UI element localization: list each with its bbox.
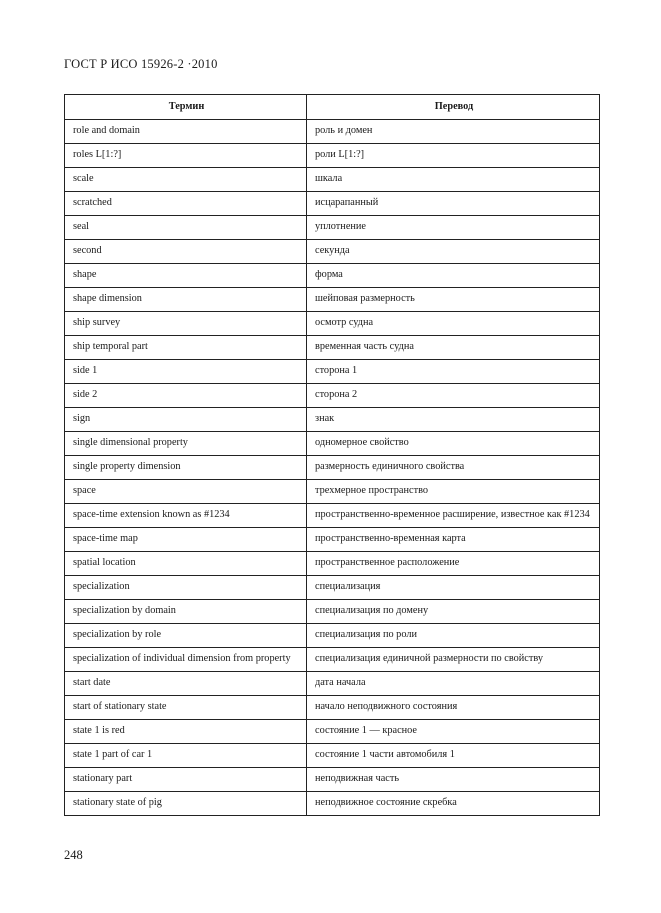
translation-cell: сторона 1 [307, 360, 600, 384]
term-cell: specialization of individual dimension from property [65, 648, 307, 672]
term-cell: start of stationary state [65, 696, 307, 720]
table-row [65, 528, 600, 552]
term-cell: shape dimension [65, 288, 307, 312]
table-row [65, 240, 600, 264]
table-row [65, 360, 600, 384]
term-cell: seal [65, 216, 307, 240]
term-cell: side 2 [65, 384, 307, 408]
table-row [65, 432, 600, 456]
table-row [65, 336, 600, 360]
translation-cell: дата начала [307, 672, 600, 696]
table-row [65, 720, 600, 744]
translation-cell: начало неподвижного состояния [307, 696, 600, 720]
table-row [65, 576, 600, 600]
term-cell: second [65, 240, 307, 264]
term-cell: shape [65, 264, 307, 288]
table-header-row [65, 95, 600, 120]
translation-cell: шейповая размерность [307, 288, 600, 312]
term-cell: specialization [65, 576, 307, 600]
table-row [65, 504, 600, 528]
document-header: ГОСТ Р ИСО 15926-2 ·2010 [64, 57, 218, 71]
table-row [65, 648, 600, 672]
table-row [65, 216, 600, 240]
table-row [65, 168, 600, 192]
term-cell: sign [65, 408, 307, 432]
term-cell: side 1 [65, 360, 307, 384]
term-cell: single property dimension [65, 456, 307, 480]
term-cell: space-time extension known as #1234 [65, 504, 307, 528]
column-header-term: Термин [65, 95, 307, 120]
translation-cell: роль и домен [307, 120, 600, 144]
term-cell: start date [65, 672, 307, 696]
translation-cell: уплотнение [307, 216, 600, 240]
translation-cell: секунда [307, 240, 600, 264]
term-cell: space [65, 480, 307, 504]
term-cell: scale [65, 168, 307, 192]
table-body [65, 120, 600, 816]
translation-cell: одномерное свойство [307, 432, 600, 456]
translation-cell: неподвижное состояние скребка [307, 792, 600, 816]
translation-cell: пространственно-временное расширение, известное как #1234 [307, 504, 600, 528]
table-row [65, 408, 600, 432]
translation-cell: состояние 1 части автомобиля 1 [307, 744, 600, 768]
terms-table [64, 94, 600, 816]
term-cell: state 1 is red [65, 720, 307, 744]
translation-cell: трехмерное пространство [307, 480, 600, 504]
term-cell: specialization by domain [65, 600, 307, 624]
translation-cell: осмотр судна [307, 312, 600, 336]
table-row [65, 552, 600, 576]
term-cell: stationary part [65, 768, 307, 792]
translation-cell: временная часть судна [307, 336, 600, 360]
table-row [65, 264, 600, 288]
table-row [65, 624, 600, 648]
term-cell: ship survey [65, 312, 307, 336]
term-cell: space-time map [65, 528, 307, 552]
translation-cell: форма [307, 264, 600, 288]
translation-cell: специализация по домену [307, 600, 600, 624]
column-header-translation: Перевод [307, 95, 600, 120]
term-cell: single dimensional property [65, 432, 307, 456]
page-number: 248 [64, 848, 83, 862]
translation-cell: специализация единичной размерности по свойству [307, 648, 600, 672]
translation-cell: роли L[1:?] [307, 144, 600, 168]
term-cell: scratched [65, 192, 307, 216]
translation-cell: специализация по роли [307, 624, 600, 648]
table-row [65, 792, 600, 816]
table-row [65, 600, 600, 624]
term-cell: state 1 part of car 1 [65, 744, 307, 768]
translation-cell: исцарапанный [307, 192, 600, 216]
table-row [65, 696, 600, 720]
term-cell: stationary state of pig [65, 792, 307, 816]
translation-cell: неподвижная часть [307, 768, 600, 792]
table-row [65, 744, 600, 768]
table-row [65, 768, 600, 792]
translation-cell: пространственно-временная карта [307, 528, 600, 552]
translation-cell: пространственное расположение [307, 552, 600, 576]
table-row [65, 672, 600, 696]
translation-cell: сторона 2 [307, 384, 600, 408]
table-row [65, 456, 600, 480]
term-cell: specialization by role [65, 624, 307, 648]
translation-cell: размерность единичного свойства [307, 456, 600, 480]
table-row [65, 384, 600, 408]
translation-cell: шкала [307, 168, 600, 192]
translation-cell: специализация [307, 576, 600, 600]
term-cell: spatial location [65, 552, 307, 576]
translation-cell: знак [307, 408, 600, 432]
translation-cell: состояние 1 — красное [307, 720, 600, 744]
table-row [65, 288, 600, 312]
term-cell: ship temporal part [65, 336, 307, 360]
table-row [65, 480, 600, 504]
table-row [65, 312, 600, 336]
table-row [65, 120, 600, 144]
table-row [65, 144, 600, 168]
table-row [65, 192, 600, 216]
term-cell: role and domain [65, 120, 307, 144]
term-cell: roles L[1:?] [65, 144, 307, 168]
